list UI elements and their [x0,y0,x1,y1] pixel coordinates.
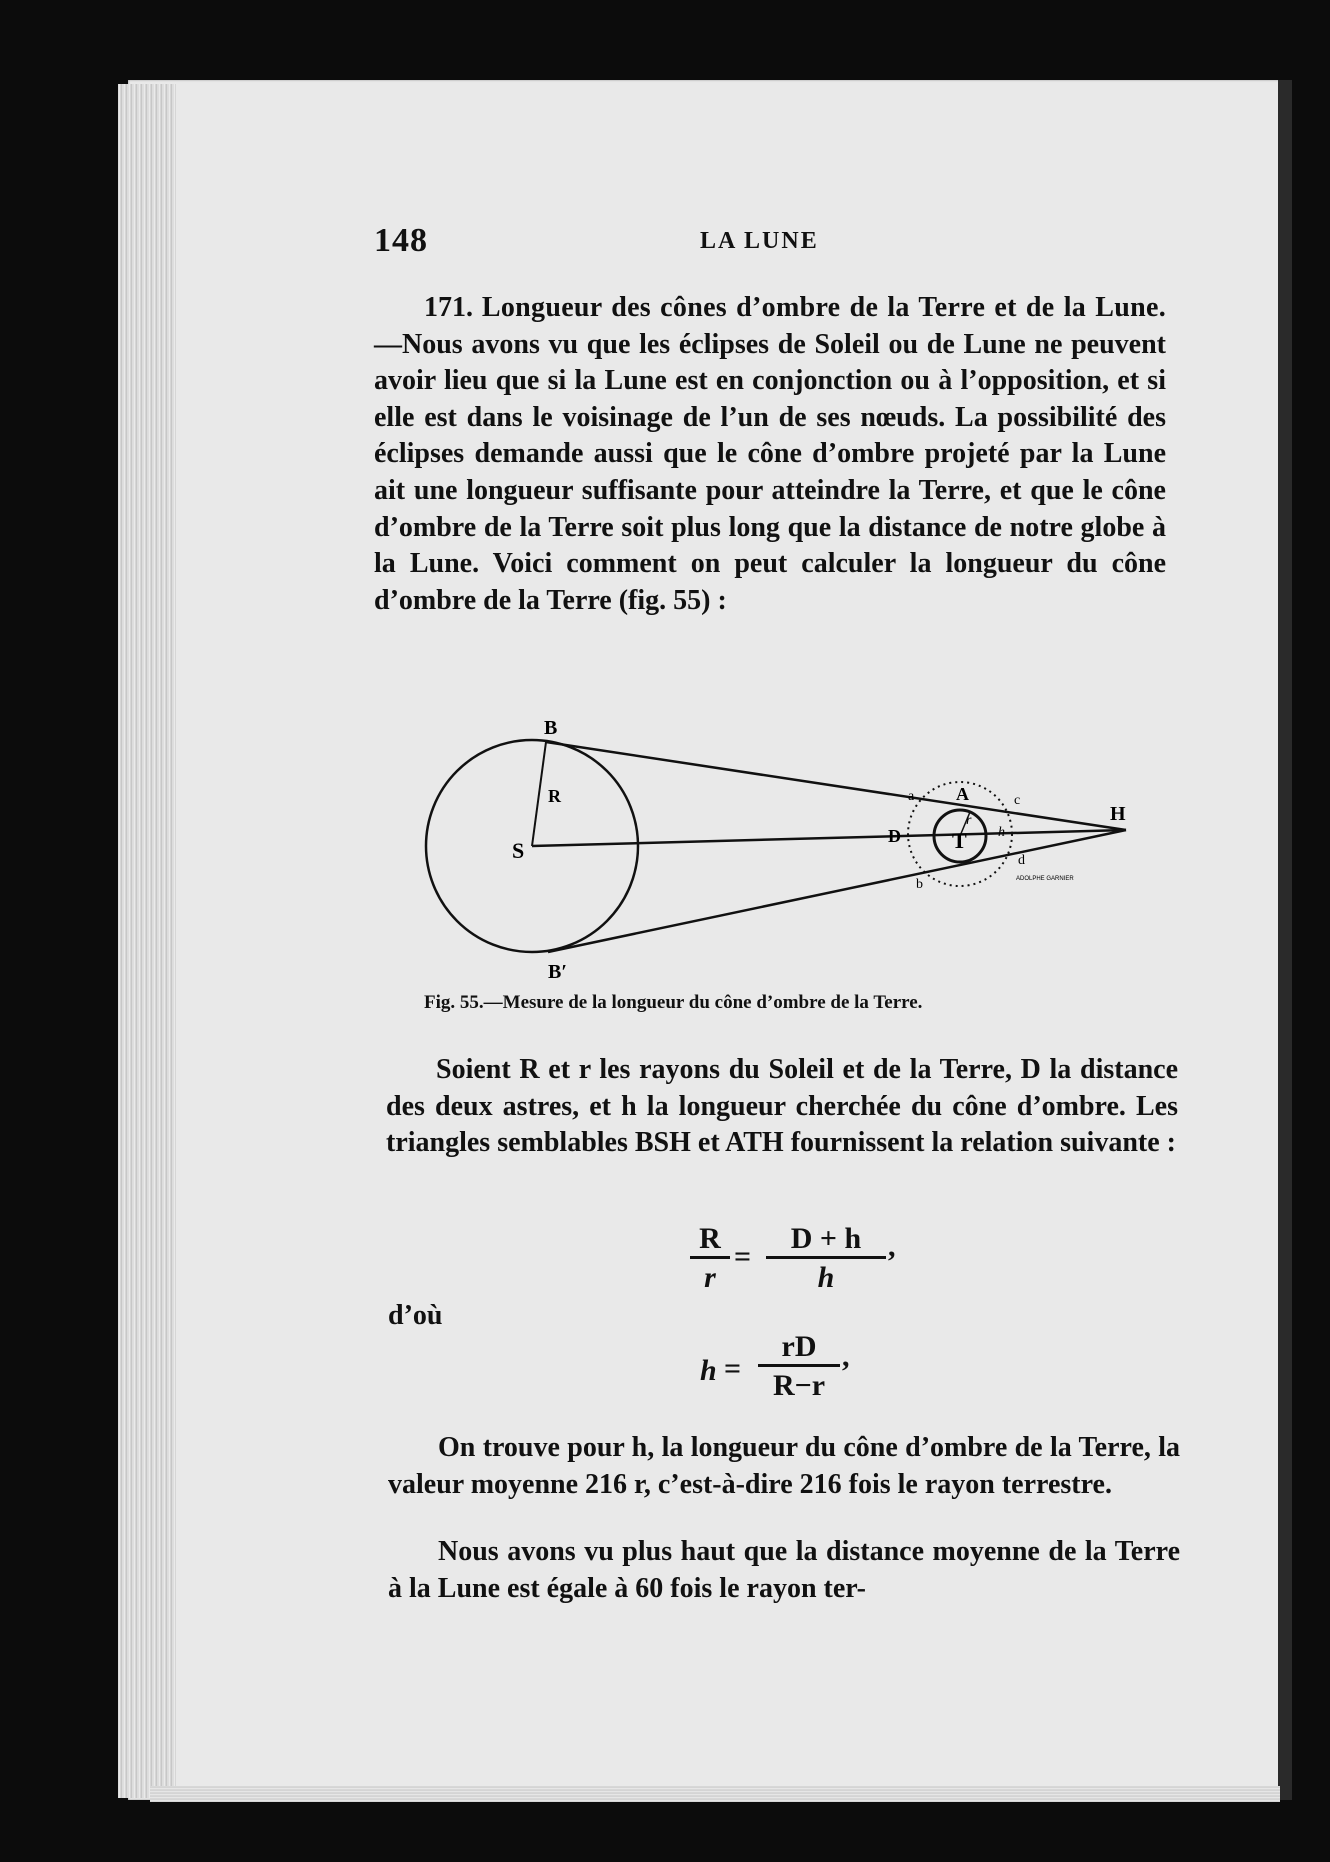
R-minus-r-denominator: R−r [772,1369,826,1402]
label-R: R [548,786,561,806]
tangent-line-bottom [548,830,1126,952]
running-title: LA LUNE [700,228,819,254]
section-heading: Longueur des cônes d’ombre de la Terre et de la Lune. [481,292,1166,323]
label-D: D [888,826,901,846]
section-body: —Nous avons vu que les éclipses de Soleil ou de Lune ne peuvent avoir lieu que si la Lune est en conjonction ou à l’opposition, et si elle est dans le voisinage de l’un de ses nœuds. La possibilité des éclipses demande aussi que le cône d’ombre projeté par la Lune ait une longueur suffisante pour atteindre la Terre, et que le cône d’ombre de la Terre soit plus long que la distance de notre globe à la Lune. Voici comment on peut calculer la longueur du cône d’ombre de la Terre (fig. 55) : [374,328,1166,616]
rD-numerator: rD [758,1330,840,1367]
label-H: H [1110,803,1126,825]
running-head [374,222,1174,262]
label-B: B [544,717,558,739]
label-c: c [1014,793,1021,808]
paragraph-3 [388,1430,1180,1503]
label-r: r [966,813,972,828]
fraction-R-over-r [690,1222,730,1295]
fraction-D-plus-h-over-h [766,1222,886,1295]
eclipse-cone-diagram [420,712,1140,992]
lhs-denominator: r [704,1261,716,1294]
page-right-edge [1278,80,1292,1800]
lhs-numerator: R [690,1222,730,1259]
paragraph-2 [386,1052,1178,1162]
paragraph-2-text: Soient R et r les rayons du Soleil et de la Terre, D la distance des deux astres, et h la longueur cherchée du cône d’ombre. Les triangles semblables BSH et ATH fournissent la relation suivante : [386,1054,1178,1159]
label-B-prime: B′ [548,961,567,983]
section-number: 171. [424,292,473,323]
page-stack-bottom-edge [150,1786,1280,1802]
rhs-numerator: D + h [766,1222,886,1259]
label-h: h [998,825,1005,840]
page-stack-left-edge [118,84,176,1798]
formula-ratio [690,1222,910,1322]
label-b: b [916,877,923,892]
paragraph-3-text: On trouve pour h, la longueur du cône d’ombre de la Terre, la valeur moyenne 216 r, c’est-à-dire 216 fois le rayon terrestre. [388,1432,1180,1500]
rhs-denominator: h [817,1261,835,1294]
h-symbol: h [700,1354,717,1387]
label-S: S [512,838,525,863]
fraction-rD-over-R-minus-r [758,1330,840,1403]
label-A: A [956,784,969,804]
engraver-signature: ADOLPHE GARNIER [1016,876,1074,882]
formula-h [700,1330,890,1430]
axis-line [532,830,1126,846]
radius-R-line [532,742,546,846]
dou-text: d’où [388,1300,443,1331]
label-T: T [952,828,967,853]
label-d: d [1018,853,1025,868]
paragraph-4-text: Nous avons vu plus haut que la distance moyenne de la Terre à la Lune est égale à 60 fois le rayon ter- [388,1536,1180,1604]
formula-comma-2: , [842,1340,850,1373]
formula-comma: , [888,1230,896,1263]
equals-sign-2: = [724,1352,742,1385]
label-a: a [908,789,915,804]
page-number: 148 [374,222,428,259]
equals-sign: = [734,1240,752,1273]
section-paragraph [374,290,1166,619]
paragraph-4 [388,1534,1180,1607]
figure-caption: Fig. 55.—Mesure de la longueur du cône d’ombre de la Terre. [424,992,923,1013]
